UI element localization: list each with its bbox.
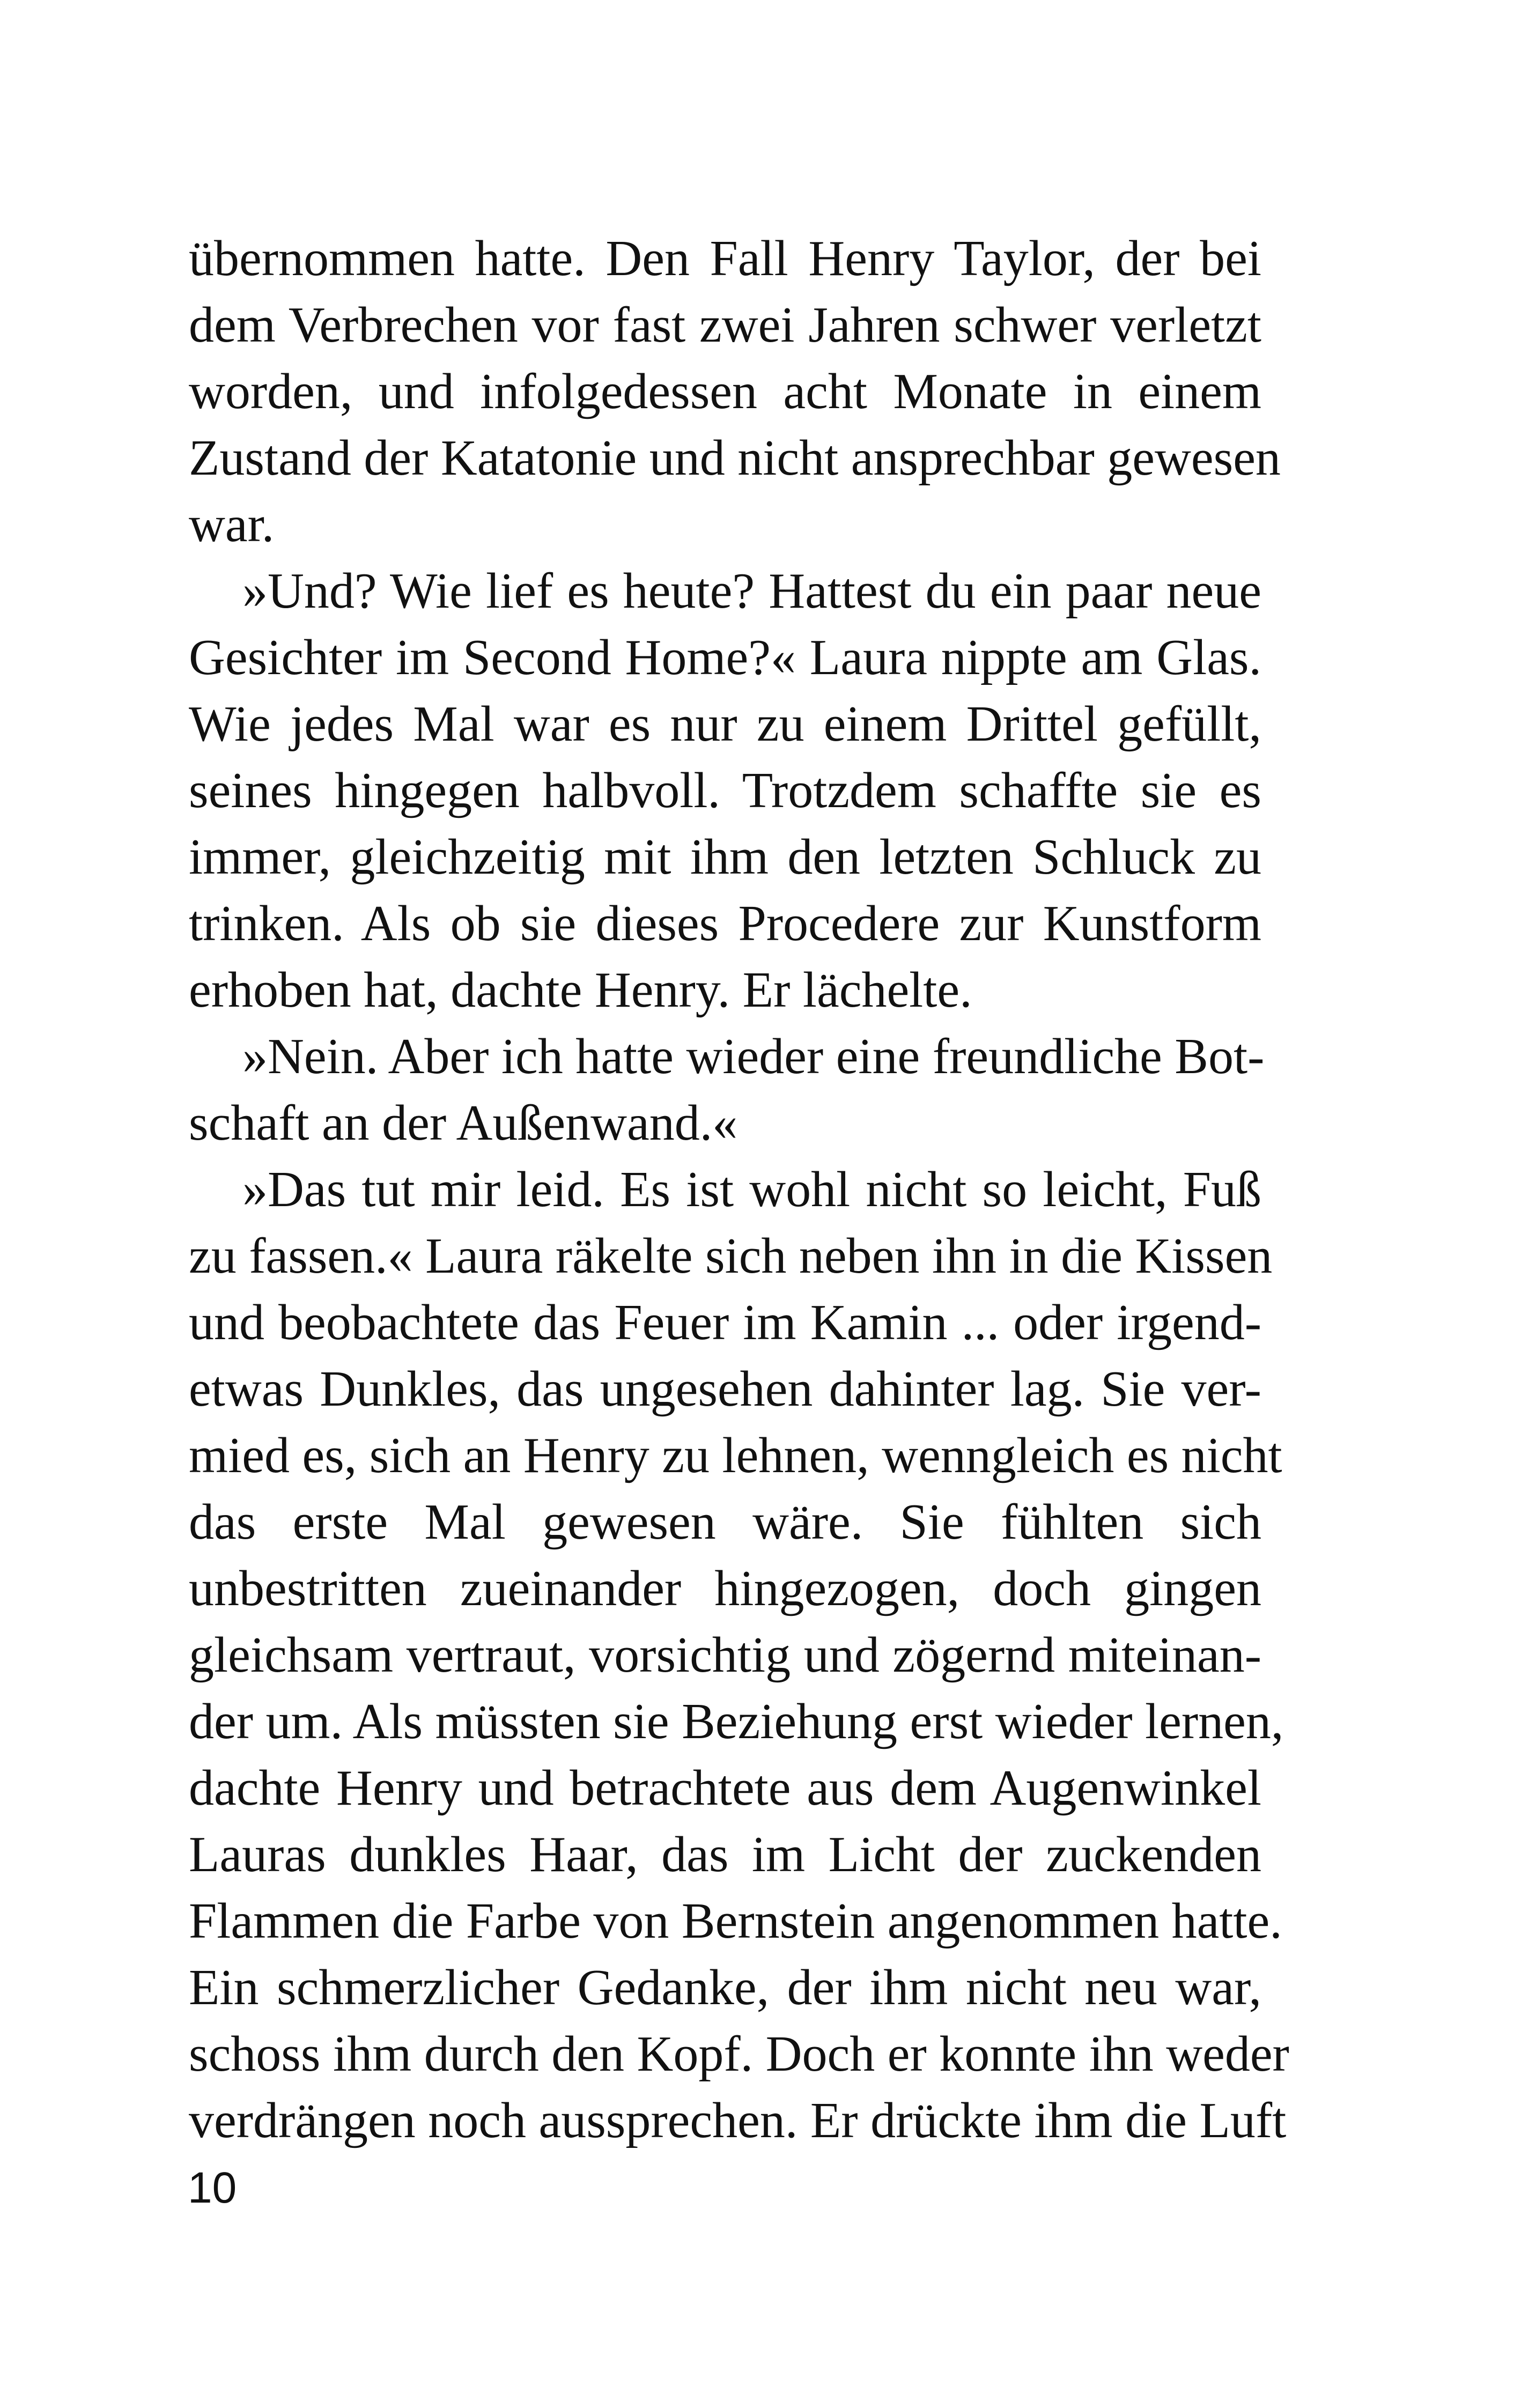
text-line: gleichsam vertraut, vorsichtig und zögernd miteinan- xyxy=(189,1627,1261,1683)
text-line: erhoben hat, dachte Henry. Er lächelte. xyxy=(189,962,972,1018)
text-line: worden, und infolgedessen acht Monate in einem xyxy=(189,364,1261,419)
text-line: »Und? Wie lief es heute? Hattest du ein paar neue xyxy=(242,563,1261,619)
text-line: schaft an der Außenwand.« xyxy=(189,1095,738,1151)
text-line: Flammen die Farbe von Bernstein angenommen hatte. xyxy=(189,1893,1282,1949)
text-line: Gesichter im Second Home?« Laura nippte am Glas. xyxy=(189,630,1261,685)
text-line: verdrängen noch aussprechen. Er drückte ihm die Luft xyxy=(189,2093,1287,2148)
text-line: das erste Mal gewesen wäre. Sie fühlten sich xyxy=(189,1494,1261,1550)
text-line: schoss ihm durch den Kopf. Doch er konnte ihn weder xyxy=(189,2026,1289,2082)
text-line: unbestritten zueinander hingezogen, doch gingen xyxy=(189,1561,1261,1616)
text-line: etwas Dunkles, das ungesehen dahinter lag. Sie ver- xyxy=(189,1361,1261,1417)
text-line: »Nein. Aber ich hatte wieder eine freundliche Bot- xyxy=(242,1029,1265,1084)
text-line: der um. Als müssten sie Beziehung erst wieder lernen, xyxy=(189,1694,1284,1749)
page-number: 10 xyxy=(188,2163,237,2212)
text-line: Wie jedes Mal war es nur zu einem Drittel gefüllt, xyxy=(189,696,1261,752)
text-line: und beobachtete das Feuer im Kamin ... oder irgend- xyxy=(189,1295,1261,1350)
text-line: trinken. Als ob sie dieses Procedere zur Kunstform xyxy=(189,896,1261,951)
text-line: mied es, sich an Henry zu lehnen, wenngleich es nicht xyxy=(189,1428,1282,1483)
text-line: dem Verbrechen vor fast zwei Jahren schwer verletzt xyxy=(189,297,1261,353)
body-text xyxy=(189,225,1289,2154)
text-line: immer, gleichzeitig mit ihm den letzten Schluck zu xyxy=(189,829,1261,885)
text-line: Ein schmerzlicher Gedanke, der ihm nicht neu war, xyxy=(189,1960,1261,2015)
text-line: Lauras dunkles Haar, das im Licht der zuckenden xyxy=(189,1827,1261,1882)
text-line: dachte Henry und betrachtete aus dem Augenwinkel xyxy=(189,1760,1261,1816)
text-line: Zustand der Katatonie und nicht ansprechbar gewesen xyxy=(189,430,1281,486)
text-line: übernommen hatte. Den Fall Henry Taylor, der bei xyxy=(189,231,1261,286)
text-line: »Das tut mir leid. Es ist wohl nicht so leicht, Fuß xyxy=(242,1162,1261,1217)
text-line: seines hingegen halbvoll. Trotzdem schaffte sie es xyxy=(189,763,1261,818)
text-line: zu fassen.« Laura räkelte sich neben ihn in die Kissen xyxy=(189,1228,1273,1284)
text-line: war. xyxy=(189,497,275,552)
